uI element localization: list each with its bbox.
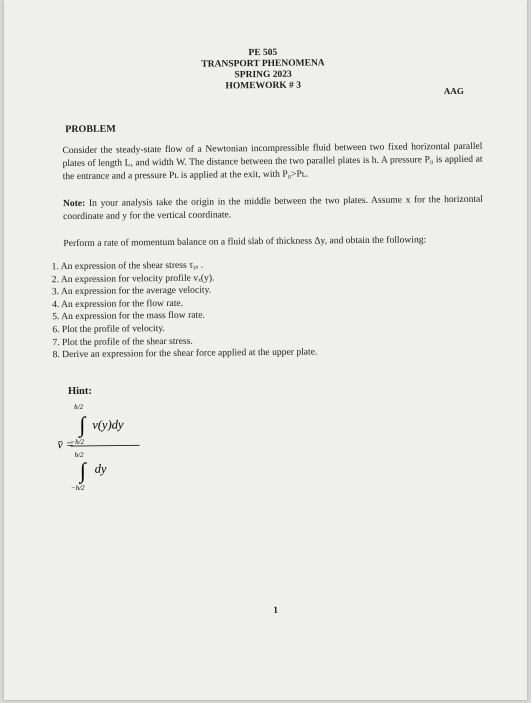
denominator-integrand: dy <box>94 461 107 476</box>
course-title: TRANSPORT PHENOMENA <box>201 58 325 70</box>
section-heading: PROBLEM <box>65 123 116 136</box>
denominator-lower-limit: −h/2 <box>70 483 85 493</box>
instruction-text: Perform a rate of momentum balance on a fluid slab of thickness Δy, and obtain the following: <box>63 234 427 250</box>
task-item: 4. An expression for the flow rate. <box>51 297 184 311</box>
author-initials: AAG <box>443 85 464 97</box>
task-list <box>52 258 318 362</box>
hint-label: Hint: <box>67 385 92 398</box>
assignment-title: HOMEWORK # 3 <box>225 80 302 92</box>
note-label: Note: <box>62 197 86 210</box>
problem-statement: Consider the steady-state flow of a Newtonian incompressible fluid between two fixed horizontal parallel plates of length L, and width W. The distance between the two parallel plates is h. A pressure P₀ is applied at the entrance and a pressure Pʟ is applied at the exit, with P₀>Pʟ. <box>62 140 483 183</box>
numerator-integrand: v(y)dy <box>92 417 124 432</box>
page-number: 1 <box>273 605 279 616</box>
document-page <box>4 0 527 700</box>
numerator-lower-limit: −h/2 <box>70 437 85 447</box>
average-velocity-formula <box>57 399 178 495</box>
course-code: PE 505 <box>248 47 278 59</box>
formula-lhs: v̄ = <box>57 436 75 452</box>
denominator-upper-limit: h/2 <box>74 450 84 459</box>
task-item: 1. An expression of the shear stress τᵧₓ . <box>51 259 204 273</box>
document-sheet <box>1 0 531 703</box>
task-item: 2. An expression for velocity profile vₓ(y). <box>51 272 215 285</box>
note-paragraph <box>63 193 483 223</box>
task-item: 5. An expression for the mass flow rate. <box>52 309 205 323</box>
term: SPRING 2023 <box>234 69 292 81</box>
task-item: 3. An expression for the average velocity. <box>51 284 212 298</box>
task-item: 7. Plot the profile of the shear stress. <box>52 335 193 348</box>
note-text: In your analysis take the origin in the middle between the two plates. Assume x for the horizontal coordinate and y for the vertical coordinate. <box>63 193 484 223</box>
denominator-integral-sign: ∫ <box>79 457 86 483</box>
task-item: 8. Derive an expression for the shear force applied at the upper plate. <box>52 346 318 361</box>
task-item: 6. Plot the profile of velocity. <box>52 323 165 336</box>
numerator-upper-limit: h/2 <box>74 402 84 411</box>
numerator-integral-sign: ∫ <box>79 411 86 437</box>
